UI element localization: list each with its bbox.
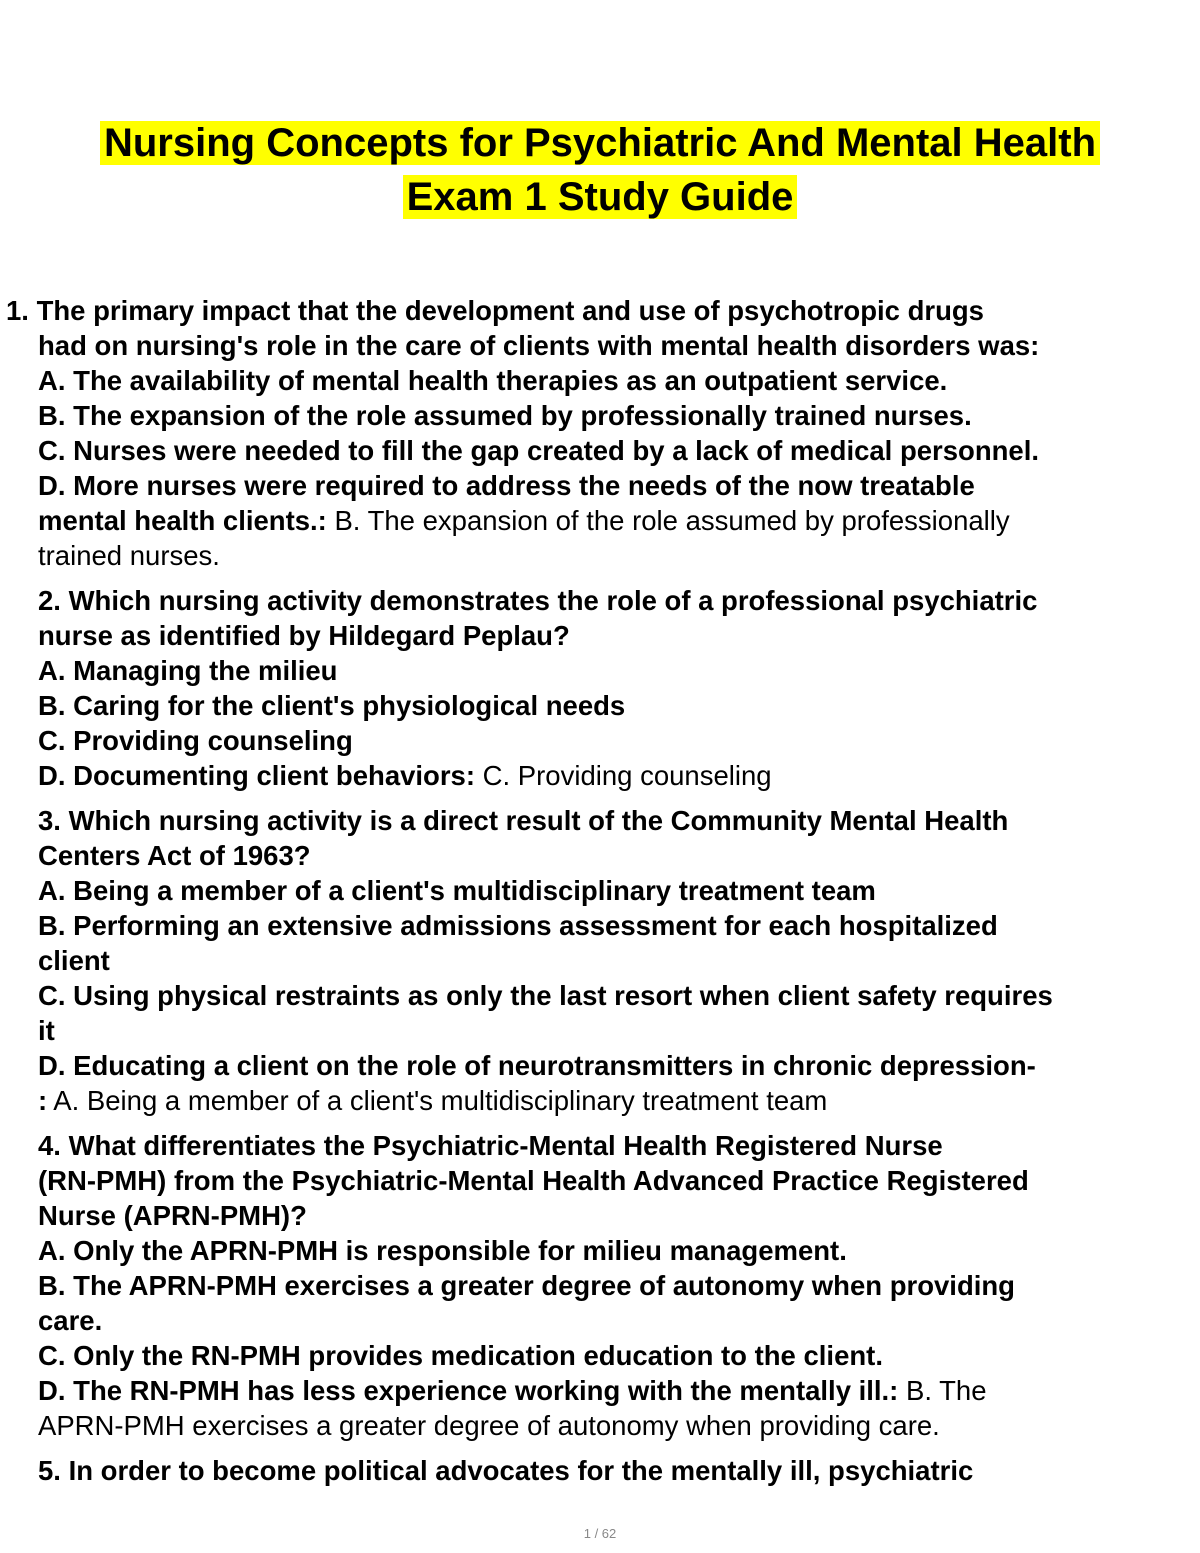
option-d: D. More nurses were required to address the needs of the now treatable: [38, 470, 975, 501]
answer-text-cont: APRN-PMH exercises a greater degree of autonomy when providing care.: [38, 1410, 940, 1441]
option-b-cont: care.: [38, 1305, 103, 1336]
option-a: A. Managing the milieu: [38, 655, 338, 686]
option-c: C. Only the RN-PMH provides medication education to the client.: [38, 1340, 883, 1371]
question-4: [38, 1128, 1168, 1443]
question-line: Centers Act of 1963?: [38, 840, 311, 871]
question-line: 5. In order to become political advocates for the mentally ill, psychiatric: [38, 1455, 974, 1486]
question-line: 3. Which nursing activity is a direct result of the Community Mental Health: [38, 805, 1009, 836]
option-b: B. Caring for the client's physiological needs: [38, 690, 626, 721]
option-d-tail: mental health clients.:: [38, 505, 327, 536]
option-d: D. The RN-PMH has less experience working with the mentally ill.:: [38, 1375, 899, 1406]
option-a: A. Only the APRN-PMH is responsible for milieu management.: [38, 1235, 847, 1266]
answer-text: C. Providing counseling: [475, 760, 772, 791]
title-line-1: Nursing Concepts for Psychiatric And Mental Health: [100, 121, 1100, 165]
option-c: C. Using physical restraints as only the last resort when client safety requires: [38, 980, 1053, 1011]
question-line: had on nursing's role in the care of clients with mental health disorders was:: [38, 330, 1040, 361]
option-b: B. Performing an extensive admissions assessment for each hospitalized: [38, 910, 998, 941]
option-a: A. Being a member of a client's multidisciplinary treatment team: [38, 875, 876, 906]
answer-text-cont: trained nurses.: [38, 540, 220, 571]
option-b: B. The expansion of the role assumed by professionally trained nurses.: [38, 400, 972, 431]
question-line: 1. The primary impact that the development and use of psychotropic drugs: [6, 295, 984, 326]
question-1: [6, 293, 1168, 573]
question-line: nurse as identified by Hildegard Peplau?: [38, 620, 570, 651]
answer-text: B. The expansion of the role assumed by professionally: [326, 505, 1010, 536]
question-list: [6, 293, 1168, 1498]
option-a: A. The availability of mental health therapies as an outpatient service.: [38, 365, 948, 396]
question-line: (RN-PMH) from the Psychiatric-Mental Health Advanced Practice Registered: [38, 1165, 1029, 1196]
question-line: Nurse (APRN-PMH)?: [38, 1200, 307, 1231]
option-d: D. Documenting client behaviors:: [38, 760, 476, 791]
question-2: [38, 583, 1168, 793]
option-d-tail: :: [38, 1085, 48, 1116]
question-line: 2. Which nursing activity demonstrates the role of a professional psychiatric: [38, 585, 1038, 616]
question-3: [38, 803, 1168, 1118]
option-c-cont: it: [38, 1015, 55, 1046]
document-title: [0, 116, 1200, 224]
title-line-2: Exam 1 Study Guide: [403, 175, 798, 219]
page-number: 1 / 62: [583, 1526, 617, 1541]
answer-text: B. The: [898, 1375, 987, 1406]
option-c: C. Providing counseling: [38, 725, 353, 756]
option-d: D. Educating a client on the role of neurotransmitters in chronic depression-: [38, 1050, 1036, 1081]
option-b-cont: client: [38, 945, 110, 976]
question-line: 4. What differentiates the Psychiatric-Mental Health Registered Nurse: [38, 1130, 943, 1161]
answer-text: A. Being a member of a client's multidisciplinary treatment team: [47, 1085, 828, 1116]
question-5: [38, 1453, 1168, 1488]
option-c: C. Nurses were needed to fill the gap created by a lack of medical personnel.: [38, 435, 1040, 466]
option-b: B. The APRN-PMH exercises a greater degree of autonomy when providing: [38, 1270, 1015, 1301]
